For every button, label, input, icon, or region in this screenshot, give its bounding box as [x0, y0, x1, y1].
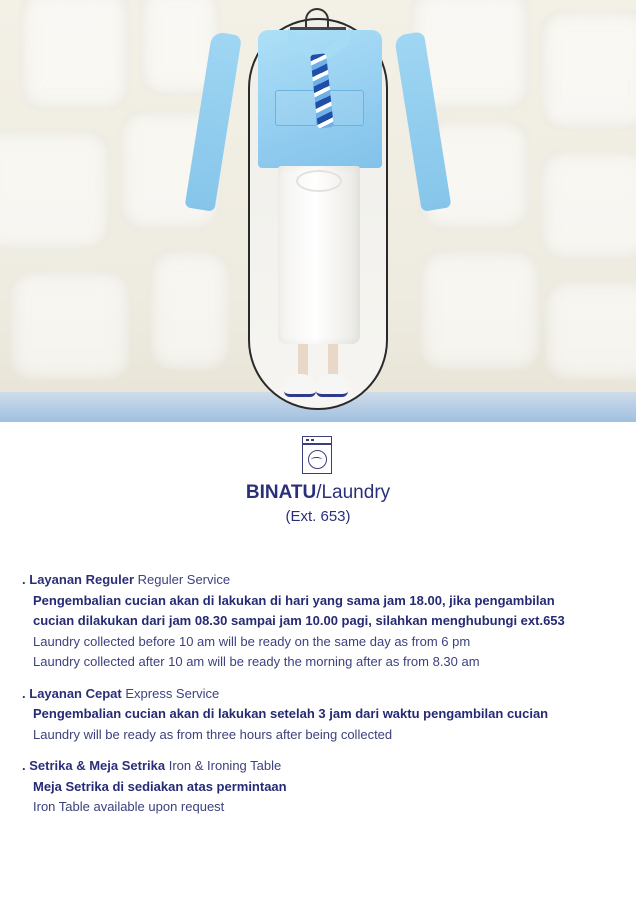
service-text-en: Laundry collected before 10 am will be ready on the same day as from 6 pm	[33, 633, 471, 649]
service-text-id: Meja Setrika di sediakan atas permintaan	[33, 778, 287, 794]
service-title-id: Layanan Cepat	[29, 685, 122, 701]
service-heading	[22, 570, 622, 591]
service-title-id: Setrika & Meja Setrika	[29, 758, 166, 773]
bullet: .	[22, 572, 26, 587]
wall-tile	[420, 250, 540, 370]
washing-machine-icon	[302, 436, 332, 474]
service-regular	[22, 570, 622, 673]
title-rest: /Laundry	[316, 482, 391, 503]
wall-tile	[10, 270, 130, 380]
page-title	[0, 482, 636, 504]
service-iron	[22, 756, 622, 818]
wall-tile	[150, 250, 230, 370]
service-text-en: Laundry will be ready as from three hours after being collected	[33, 726, 393, 742]
service-title-en: Reguler Service	[137, 572, 231, 587]
wall-tile	[540, 10, 636, 130]
service-text-id: Pengembalian cucian akan di lakukan di hari yang sama jam 18.00, jika pengambilan	[33, 592, 555, 608]
service-text-en: Iron Table available upon request	[33, 799, 225, 814]
service-text-en: Laundry collected after 10 am will be ready the morning after as from 8.30 am	[33, 654, 480, 669]
service-text-id: cucian dilakukan dari jam 08.30 sampai jam 10.00 pagi, silahkan menghubungi ext.653	[33, 613, 565, 628]
wall-tile	[20, 0, 130, 110]
title-bold: BINATU	[245, 482, 317, 503]
wall-tile	[0, 130, 110, 250]
skirt-belt	[296, 170, 342, 192]
service-list	[22, 570, 622, 829]
service-express	[22, 684, 622, 746]
bullet: .	[22, 685, 26, 701]
bullet: .	[22, 758, 26, 773]
service-heading	[22, 756, 622, 777]
extension-number: (Ext. 653)	[285, 508, 351, 525]
service-title-en: Express Service	[125, 685, 220, 701]
service-title-id: Layanan Reguler	[29, 572, 135, 587]
service-heading	[22, 684, 622, 705]
wall-tile	[545, 280, 636, 380]
leg	[298, 344, 308, 378]
leg	[328, 344, 338, 378]
service-title-en: Iron & Ironing Table	[168, 758, 282, 773]
wall-tile	[540, 150, 636, 260]
uniform-skirt	[278, 166, 360, 344]
hero-photo	[0, 0, 636, 422]
service-text-id: Pengembalian cucian akan di lakukan setelah 3 jam dari waktu pengambilan cucian	[33, 706, 549, 721]
slipper	[316, 374, 348, 397]
jacket-pocket	[275, 90, 317, 126]
slipper	[284, 374, 316, 397]
laundry-info	[0, 422, 636, 898]
